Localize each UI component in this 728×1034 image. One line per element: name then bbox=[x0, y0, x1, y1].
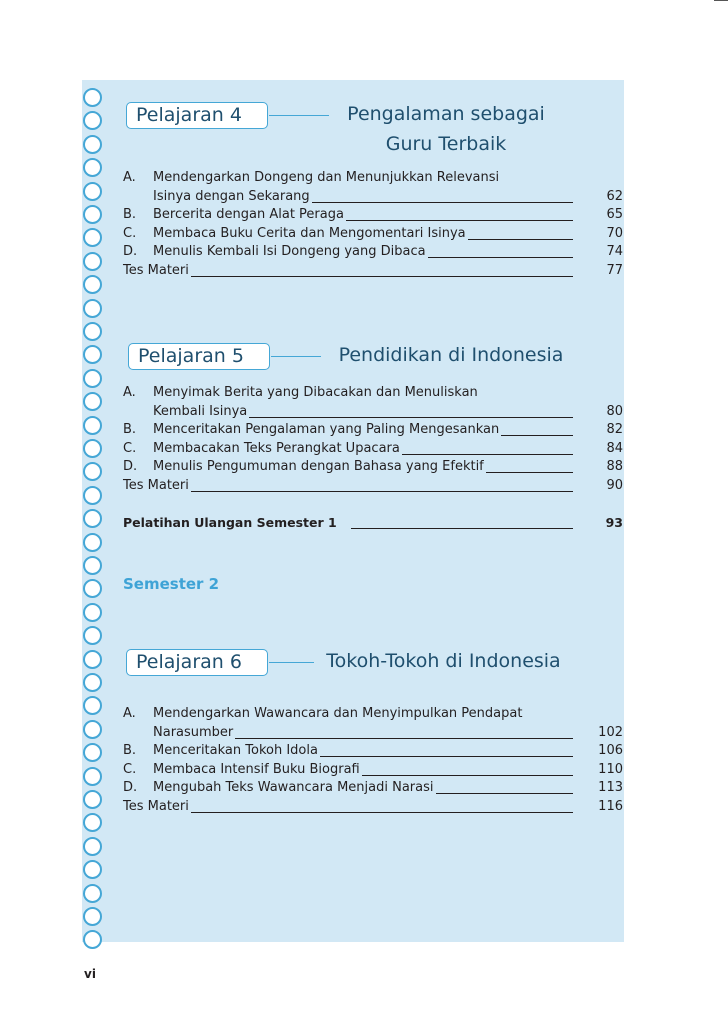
binder-ring bbox=[83, 135, 102, 154]
toc-row bbox=[123, 206, 623, 225]
lesson-6-connector bbox=[269, 662, 314, 663]
toc-page-number: 102 bbox=[598, 724, 623, 740]
dot-leader bbox=[191, 491, 573, 492]
toc-page-number: 74 bbox=[606, 244, 623, 259]
toc-page-number: 62 bbox=[606, 188, 623, 204]
binder-ring bbox=[83, 228, 102, 247]
toc-entry-text: Isinya dengan Sekarang bbox=[153, 188, 310, 204]
lesson-4-label: Pelajaran 4 bbox=[126, 102, 268, 129]
toc-entry-text: Kembali Isinya bbox=[153, 403, 248, 419]
binder-ring bbox=[83, 299, 102, 318]
binder-ring bbox=[83, 790, 102, 809]
binder-ring bbox=[83, 767, 102, 786]
toc-row bbox=[123, 477, 623, 496]
review-row bbox=[123, 514, 623, 533]
toc-entry-text: Menulis Pengumuman dengan Bahasa yang Efektif bbox=[153, 459, 484, 474]
toc-page-number: 116 bbox=[598, 798, 623, 814]
dot-leader bbox=[436, 793, 573, 794]
toc-row bbox=[123, 761, 623, 780]
dot-leader bbox=[501, 435, 573, 436]
lesson-4-connector bbox=[269, 115, 329, 116]
toc-letter: B. bbox=[123, 207, 137, 222]
binder-ring bbox=[83, 907, 102, 926]
toc-row bbox=[123, 440, 623, 459]
toc-row bbox=[123, 169, 623, 188]
toc-entry-text: Mendengarkan Dongeng dan Menunjukkan Relevansi bbox=[153, 170, 500, 185]
toc-entry-text: Tes Materi bbox=[123, 477, 189, 493]
toc-row bbox=[123, 742, 623, 761]
toc-page-number: 110 bbox=[598, 761, 623, 777]
dot-leader bbox=[312, 202, 573, 203]
toc-row bbox=[123, 705, 623, 724]
toc-page-number: 80 bbox=[606, 403, 623, 419]
binder-ring bbox=[83, 322, 102, 341]
toc-letter: D. bbox=[123, 459, 138, 474]
lesson-4-title-line1: Pengalaman sebagai bbox=[347, 103, 545, 125]
dot-leader bbox=[486, 472, 573, 473]
lesson-4-title-line2: Guru Terbaik bbox=[385, 133, 507, 155]
toc-letter: C. bbox=[123, 761, 137, 777]
binder-ring bbox=[83, 158, 102, 177]
lesson-4-entries bbox=[123, 169, 623, 280]
toc-entry-text: Mendengarkan Wawancara dan Menyimpulkan Pendapat bbox=[153, 706, 523, 721]
lesson-5-connector bbox=[271, 356, 321, 357]
toc-letter: A. bbox=[123, 385, 136, 400]
lesson-6-heading bbox=[126, 649, 626, 709]
toc-entry-text: Bercerita dengan Alat Peraga bbox=[153, 207, 344, 222]
binder-ring bbox=[83, 416, 102, 435]
binder-ring bbox=[83, 462, 102, 481]
toc-row bbox=[123, 421, 623, 440]
toc-letter: A. bbox=[123, 706, 136, 721]
toc-letter: C. bbox=[123, 440, 137, 456]
toc-letter: B. bbox=[123, 422, 137, 437]
lesson-4-heading bbox=[126, 102, 626, 162]
dot-leader bbox=[468, 239, 573, 240]
review-page: 93 bbox=[605, 515, 623, 530]
toc-row bbox=[123, 188, 623, 207]
binder-ring bbox=[83, 673, 102, 692]
toc-entry-text: Membaca Buku Cerita dan Mengomentari Isinya bbox=[153, 225, 466, 241]
toc-row bbox=[123, 724, 623, 743]
toc-page-number: 70 bbox=[606, 225, 623, 241]
binder-ring bbox=[83, 743, 102, 762]
lesson-5-entries bbox=[123, 384, 623, 495]
toc-page-number: 82 bbox=[606, 422, 623, 437]
binder-ring bbox=[83, 884, 102, 903]
toc-row bbox=[123, 243, 623, 262]
binder-ring bbox=[83, 345, 102, 364]
toc-entry-text: Menyimak Berita yang Dibacakan dan Menuliskan bbox=[153, 385, 478, 400]
toc-row bbox=[123, 403, 623, 422]
binder-ring bbox=[83, 579, 102, 598]
toc-entry-text: Tes Materi bbox=[123, 262, 189, 278]
toc-page-number: 65 bbox=[606, 207, 623, 222]
toc-row bbox=[123, 384, 623, 403]
toc-letter: D. bbox=[123, 780, 138, 795]
toc-row bbox=[123, 779, 623, 798]
toc-row bbox=[123, 225, 623, 244]
toc-letter: A. bbox=[123, 170, 136, 185]
dot-leader bbox=[191, 812, 573, 813]
toc-page-number: 84 bbox=[606, 440, 623, 456]
semester-2-heading: Semester 2 bbox=[123, 575, 220, 593]
binder-ring bbox=[83, 626, 102, 645]
lesson-6-label: Pelajaran 6 bbox=[126, 649, 268, 676]
review-entry bbox=[123, 514, 623, 533]
dot-leader bbox=[249, 417, 573, 418]
binder-ring bbox=[83, 486, 102, 505]
binder-ring bbox=[83, 509, 102, 528]
toc-letter: D. bbox=[123, 244, 138, 259]
toc-entry-text: Narasumber bbox=[153, 724, 234, 740]
toc-page-number: 113 bbox=[598, 780, 623, 795]
binder-rings bbox=[83, 80, 109, 940]
binder-ring bbox=[83, 696, 102, 715]
toc-letter: C. bbox=[123, 225, 137, 241]
toc-entry-text: Menceritakan Pengalaman yang Paling Mengesankan bbox=[153, 422, 500, 437]
lesson-6-entries bbox=[123, 705, 623, 816]
lesson-5-label: Pelajaran 5 bbox=[128, 343, 270, 370]
page-corner-mark bbox=[714, 0, 728, 15]
toc-entry-text: Membaca Intensif Buku Biografi bbox=[153, 761, 360, 777]
toc-row bbox=[123, 798, 623, 817]
binder-ring bbox=[83, 205, 102, 224]
binder-ring bbox=[83, 275, 102, 294]
dot-leader bbox=[428, 257, 573, 258]
toc-row bbox=[123, 458, 623, 477]
binder-ring bbox=[83, 182, 102, 201]
dot-leader bbox=[191, 276, 573, 277]
binder-ring bbox=[83, 556, 102, 575]
binder-ring bbox=[83, 930, 102, 949]
dot-leader bbox=[362, 775, 573, 776]
toc-entry-text: Mengubah Teks Wawancara Menjadi Narasi bbox=[153, 780, 434, 795]
binder-ring bbox=[83, 88, 102, 107]
binder-ring bbox=[83, 860, 102, 879]
binder-ring bbox=[83, 111, 102, 130]
binder-ring bbox=[83, 603, 102, 622]
binder-ring bbox=[83, 439, 102, 458]
binder-ring bbox=[83, 813, 102, 832]
binder-ring bbox=[83, 533, 102, 552]
dot-leader bbox=[402, 454, 573, 455]
toc-entry-text: Membacakan Teks Perangkat Upacara bbox=[153, 440, 400, 456]
toc-entry-text: Menulis Kembali Isi Dongeng yang Dibaca bbox=[153, 244, 426, 259]
binder-ring bbox=[83, 837, 102, 856]
binder-ring bbox=[83, 252, 102, 271]
toc-page-number: 90 bbox=[606, 477, 623, 493]
toc-page-number: 106 bbox=[598, 743, 623, 758]
toc-row bbox=[123, 262, 623, 281]
dot-leader bbox=[346, 220, 573, 221]
binder-ring bbox=[83, 720, 102, 739]
binder-ring bbox=[83, 650, 102, 669]
binder-ring bbox=[83, 369, 102, 388]
dot-leader bbox=[351, 528, 573, 529]
lesson-5-title: Pendidikan di Indonesia bbox=[338, 344, 564, 366]
toc-entry-text: Menceritakan Tokoh Idola bbox=[153, 743, 318, 758]
toc-page-number: 77 bbox=[606, 262, 623, 278]
toc-letter: B. bbox=[123, 743, 137, 758]
lesson-6-title: Tokoh-Tokoh di Indonesia bbox=[326, 650, 561, 672]
review-text: Pelatihan Ulangan Semester 1 bbox=[123, 515, 337, 530]
dot-leader bbox=[320, 756, 573, 757]
binder-ring bbox=[83, 392, 102, 411]
dot-leader bbox=[235, 738, 573, 739]
toc-page-number: 88 bbox=[606, 459, 623, 474]
toc-entry-text: Tes Materi bbox=[123, 798, 189, 814]
page-number: vi bbox=[84, 967, 96, 981]
